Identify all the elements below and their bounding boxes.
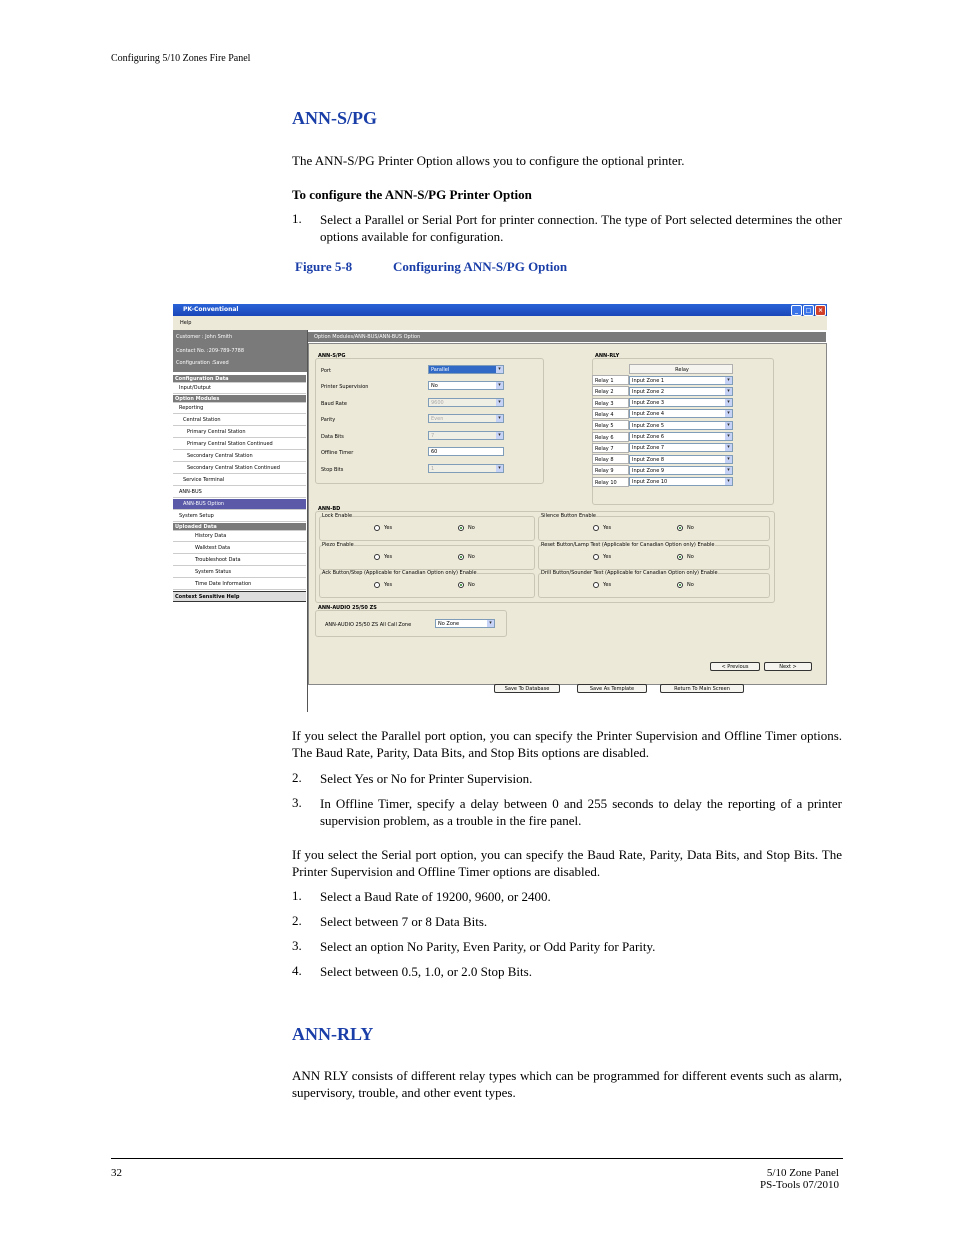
serial-paragraph: If you select the Serial port option, you can specify the Baud Rate, Parity, Data Bits, and Stop Bits. The Printer Supervision and Offline Timer options are disabled. (292, 847, 842, 879)
step-number: 3. (292, 938, 302, 953)
step-number: 4. (292, 963, 302, 978)
sidebar-item[interactable]: Secondary Central Station Continued (173, 463, 306, 474)
relay-label: Relay 5 (592, 420, 629, 430)
dropdown-arrow-icon: ▾ (496, 399, 503, 406)
step-text: Select an option No Parity, Even Parity, or Odd Parity for Parity. (320, 939, 656, 954)
all-call-zone-label: ANN-AUDIO 25/50 ZS All Call Zone (325, 622, 412, 628)
yes-label: Yes (384, 554, 393, 560)
section-title-ann-rly: ANN-RLY (292, 1024, 374, 1044)
step-text: Select between 7 or 8 Data Bits. (320, 914, 488, 929)
ann-rly-paragraph: ANN RLY consists of different relay types which can be programmed for different events such as alarm, supervisory, trouble, and other event types. (292, 1068, 842, 1100)
printer-supervision-select[interactable] (428, 381, 504, 390)
figure-title: Configuring ANN-S/PG Option (393, 259, 568, 274)
yes-label: Yes (384, 525, 393, 531)
ann-bd-option-box (319, 513, 535, 541)
no-label: No (468, 525, 475, 531)
relay-zone-value: Input Zone 10 (632, 479, 668, 486)
save-as-template-button[interactable]: Save As Template (577, 684, 647, 693)
sidebar-item[interactable]: Primary Central Station Continued (173, 439, 306, 450)
dropdown-arrow-icon: ▾ (725, 422, 732, 429)
section-title-ann-spg: ANN-S/PG (292, 108, 377, 128)
dropdown-arrow-icon: ▾ (487, 620, 494, 627)
dropdown-arrow-icon: ▾ (725, 388, 732, 395)
main-title-bar (308, 332, 826, 342)
relay-zone-select[interactable] (629, 443, 733, 452)
relay-zone-select[interactable] (629, 398, 733, 407)
data-bits-select[interactable] (428, 431, 504, 440)
relay-zone-value: Input Zone 5 (632, 422, 665, 429)
yes-label: Yes (384, 582, 393, 588)
menu-help[interactable]: Help (180, 320, 192, 326)
stop-bits-value: 1 (431, 466, 435, 472)
parity-value: Even (431, 416, 444, 422)
window-title: PK-Conventional (183, 306, 239, 313)
yes-radio[interactable] (593, 525, 599, 531)
dropdown-arrow-icon: ▾ (725, 456, 732, 463)
relay-zone-value: Input Zone 7 (632, 445, 665, 452)
parity-select[interactable] (428, 414, 504, 423)
relay-label: Relay 9 (592, 465, 629, 475)
sidebar-item[interactable]: Time Date Information (173, 579, 306, 590)
printer-supervision-value: No (431, 383, 438, 389)
yes-label: Yes (603, 582, 612, 588)
step-number: 3. (292, 795, 302, 810)
relay-label: Relay 10 (592, 477, 629, 487)
relay-zone-value: Input Zone 2 (632, 388, 665, 395)
yes-radio[interactable] (374, 582, 380, 588)
yes-radio[interactable] (593, 554, 599, 560)
no-label: No (687, 525, 694, 531)
relay-label: Relay 2 (592, 386, 629, 396)
yes-radio[interactable] (593, 582, 599, 588)
figure-number: Figure 5-8 (295, 259, 353, 274)
sidebar-item[interactable]: Input/Output (173, 383, 306, 394)
relay-label: Relay 4 (592, 409, 629, 419)
relay-zone-select[interactable] (629, 455, 733, 464)
step-number: 1. (292, 211, 302, 226)
offline-timer-label: Offline Timer (321, 450, 354, 456)
dropdown-arrow-icon: ▾ (725, 377, 732, 384)
next-button[interactable]: Next > (764, 662, 812, 671)
page-number: 32 (111, 1167, 122, 1179)
port-select[interactable] (428, 365, 504, 374)
step-number: 2. (292, 770, 302, 785)
no-radio[interactable] (458, 554, 464, 560)
yes-label: Yes (603, 554, 612, 560)
dropdown-arrow-icon: ▾ (496, 366, 503, 373)
yes-radio[interactable] (374, 554, 380, 560)
configuration-status: Configuration :Saved (176, 360, 229, 366)
footer-product: 5/10 Zone Panel (766, 1167, 839, 1179)
dropdown-arrow-icon: ▾ (725, 399, 732, 406)
dropdown-arrow-icon: ▾ (496, 382, 503, 389)
ann-bd-option-label: Reset Button/Lamp Test (Applicable for Canadian Option only) Enable (541, 542, 715, 548)
relay-column-header: Relay (629, 364, 733, 374)
relay-zone-select[interactable] (629, 477, 733, 486)
sidebar-item[interactable]: Secondary Central Station (173, 451, 306, 462)
relay-zone-value: Input Zone 4 (632, 411, 665, 418)
intro-paragraph: The ANN-S/PG Printer Option allows you to configure the optional printer. (292, 153, 685, 168)
ann-bd-option-label: Ack Button/Step (Applicable for Canadian Option only) Enable (322, 570, 477, 576)
sidebar-item[interactable]: Walktest Data (173, 543, 306, 554)
relay-zone-value: Input Zone 6 (632, 434, 665, 440)
relay-zone-value: Input Zone 3 (632, 400, 665, 407)
footer-doc-id: PS-Tools 07/2010 (760, 1179, 839, 1191)
dropdown-arrow-icon: ▾ (725, 410, 732, 417)
relay-zone-select[interactable] (629, 387, 733, 396)
sidebar-item[interactable]: Troubleshoot Data (173, 555, 306, 566)
window-title-bar (173, 304, 827, 316)
stop-bits-select[interactable] (428, 464, 504, 473)
relay-zone-value: Input Zone 8 (632, 456, 665, 463)
dropdown-arrow-icon: ▾ (496, 415, 503, 422)
no-label: No (687, 582, 694, 588)
no-radio[interactable] (677, 525, 683, 531)
relay-zone-select[interactable] (629, 409, 733, 418)
relay-zone-value: Input Zone 9 (632, 467, 665, 474)
dropdown-arrow-icon: ▾ (496, 465, 503, 472)
yes-radio[interactable] (374, 525, 380, 531)
contact-number: Contact No. :209-789-7788 (176, 348, 245, 354)
all-call-zone-value: No Zone (438, 621, 460, 627)
footer-rule (111, 1158, 843, 1159)
sidebar-item[interactable]: Primary Central Station (173, 427, 306, 438)
no-radio[interactable] (458, 525, 464, 531)
no-label: No (468, 554, 475, 560)
ann-rly-group-label: ANN-RLY (595, 353, 620, 359)
step-text: Select Yes or No for Printer Supervision. (320, 771, 533, 786)
sidebar-item[interactable]: ANN-BUS (173, 487, 306, 498)
ann-bd-option-box (319, 570, 535, 598)
ann-bd-option-label: Silence Button Enable (541, 513, 596, 519)
ann-audio-group-label: ANN-AUDIO 25/50 ZS (318, 605, 377, 611)
dropdown-arrow-icon: ▾ (725, 444, 732, 451)
baud-rate-select[interactable] (428, 398, 504, 407)
dropdown-arrow-icon: ▾ (725, 467, 732, 474)
return-to-main-screen-button[interactable]: Return To Main Screen (660, 684, 744, 693)
restore-icon[interactable]: □ (803, 305, 814, 316)
sidebar-item: Uploaded Data (173, 523, 306, 531)
data-bits-label: Data Bits (321, 434, 344, 440)
sidebar (173, 330, 308, 712)
minimize-icon[interactable]: _ (791, 305, 802, 316)
relay-label: Relay 6 (592, 432, 629, 442)
yes-label: Yes (603, 525, 612, 531)
sidebar-item[interactable]: Central Station (173, 415, 306, 426)
close-icon[interactable]: × (815, 305, 826, 316)
no-radio[interactable] (677, 554, 683, 560)
no-label: No (687, 554, 694, 560)
step-text: Select a Parallel or Serial Port for printer connection. The type of Port selected determines the other options available for configuration. (320, 212, 842, 244)
ann-bd-option-label: Drill Button/Sounder Test (Applicable for Canadian Option only) Enable (541, 570, 718, 576)
sidebar-item: Configuration Data (173, 375, 306, 383)
port-value: Parallel (431, 367, 450, 373)
ann-bd-group-label: ANN-BD (318, 506, 341, 512)
ann-bd-option-box (538, 570, 770, 598)
dropdown-arrow-icon: ▾ (725, 433, 732, 440)
sidebar-item[interactable]: Reporting (173, 403, 306, 414)
step-text: Select between 0.5, 1.0, or 2.0 Stop Bits. (320, 964, 532, 979)
offline-timer-input[interactable] (428, 447, 504, 456)
ann-bd-option-box (319, 542, 535, 570)
step-text: Select a Baud Rate of 19200, 9600, or 2400. (320, 889, 551, 904)
customer-info-panel (173, 330, 307, 372)
no-radio[interactable] (677, 582, 683, 588)
all-call-zone-select[interactable] (435, 619, 495, 628)
ann-bd-option-box (538, 542, 770, 570)
relay-label: Relay 3 (592, 398, 629, 408)
baud-rate-label: Baud Rate (321, 401, 347, 407)
ann-bd-option-label: Lock Enable (322, 513, 353, 519)
sidebar-item[interactable]: Context Sensitive Help (173, 591, 306, 602)
dropdown-arrow-icon: ▾ (725, 478, 732, 485)
relay-zone-value: Input Zone 1 (632, 377, 665, 384)
sidebar-item[interactable]: History Data (173, 531, 306, 542)
sidebar-item: Option Modules (173, 395, 306, 403)
relay-zone-select[interactable] (629, 466, 733, 475)
ann-bd-option-label: Piezo Enable (322, 542, 354, 548)
ann-spg-group-label: ANN-S/PG (318, 353, 346, 359)
relay-label: Relay 1 (592, 375, 629, 385)
parity-label: Parity (321, 417, 336, 423)
relay-zone-select[interactable] (629, 421, 733, 430)
baud-rate-value: 9600 (431, 400, 444, 406)
no-label: No (468, 582, 475, 588)
customer-name: Customer : John Smith (176, 334, 233, 340)
step-number: 2. (292, 913, 302, 928)
menu-bar (173, 316, 827, 330)
application-screenshot (173, 304, 827, 712)
port-label: Port (321, 368, 331, 374)
stop-bits-label: Stop Bits (321, 467, 344, 473)
data-bits-value: 7 (431, 433, 435, 439)
main-title: Option Modules/ANN-BUS/ANN-BUS Option (314, 334, 421, 340)
previous-button[interactable]: < Previous (710, 662, 760, 671)
relay-label: Relay 7 (592, 443, 629, 453)
relay-label: Relay 8 (592, 454, 629, 464)
offline-timer-value: 60 (431, 449, 438, 455)
step-number: 1. (292, 888, 302, 903)
ann-bd-option-box (538, 513, 770, 541)
step-text: In Offline Timer, specify a delay between 0 and 255 seconds to delay the reporting of a printer supervision problem, as a trouble in the fire panel. (320, 796, 842, 828)
parallel-paragraph: If you select the Parallel port option, you can specify the Printer Supervision and Offline Timer options. The Baud Rate, Parity, Data Bits, and Stop Bits options are disabled. (292, 728, 842, 760)
save-to-database-button[interactable]: Save To Database (494, 684, 560, 693)
procedure-title: To configure the ANN-S/PG Printer Option (292, 187, 532, 202)
sidebar-item[interactable]: System Status (173, 567, 306, 578)
relay-zone-select[interactable] (629, 432, 733, 441)
printer-supervision-label: Printer Supervision (321, 384, 369, 390)
main-panel (308, 332, 826, 712)
sidebar-item[interactable]: ANN-BUS Option (173, 499, 306, 510)
sidebar-item[interactable]: Service Terminal (173, 475, 306, 486)
options-form (308, 343, 827, 685)
no-radio[interactable] (458, 582, 464, 588)
running-header: Configuring 5/10 Zones Fire Panel (111, 53, 251, 64)
relay-zone-select[interactable] (629, 376, 733, 385)
sidebar-item[interactable]: System Setup (173, 511, 306, 522)
dropdown-arrow-icon: ▾ (496, 432, 503, 439)
